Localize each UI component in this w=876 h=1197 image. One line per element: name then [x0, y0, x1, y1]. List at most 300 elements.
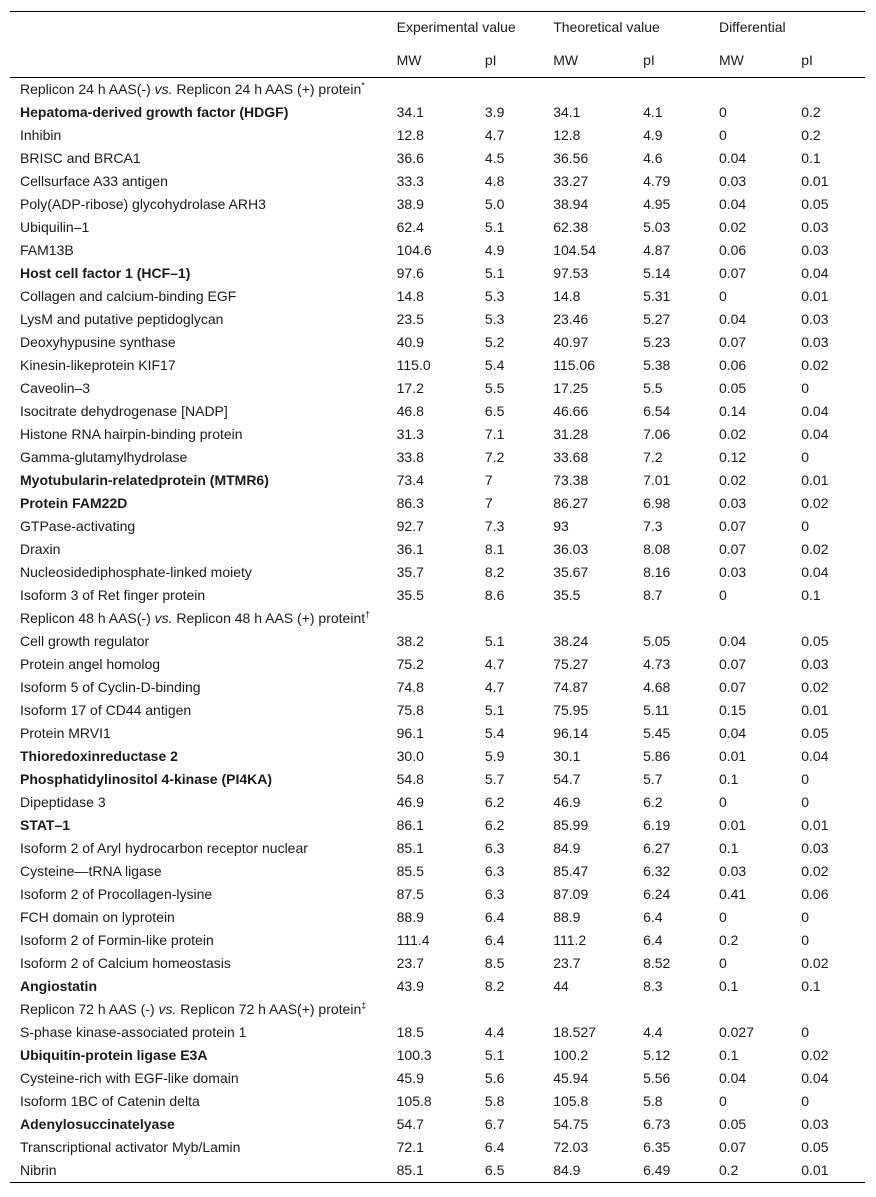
section-header-row	[10, 607, 865, 630]
cell-theo-mw: 84.9	[553, 1159, 643, 1183]
table-row	[10, 929, 865, 952]
table-row	[10, 561, 865, 584]
table-row	[10, 837, 865, 860]
cell-theo-pi: 4.95	[643, 196, 671, 212]
protein-name: Isoform 3 of Ret finger protein	[20, 587, 206, 603]
table-row	[10, 446, 865, 469]
cell-diff-pi: 0	[801, 1093, 810, 1109]
cell-theo-mw: 36.56	[553, 150, 589, 166]
cell-diff-mw: 0.027	[718, 1024, 754, 1040]
table-row	[10, 101, 865, 124]
section-footnote-mark: *	[361, 80, 365, 91]
cell-theo-pi: 4.68	[643, 679, 671, 695]
table-row	[10, 170, 865, 193]
cell-exp-mw: 36.6	[396, 150, 424, 166]
cell-exp-mw: 85.5	[396, 863, 424, 879]
cell-diff-pi: 0.2	[801, 127, 821, 143]
cell-exp-mw: 100.3	[396, 1047, 432, 1063]
cell-exp-pi: 8.2	[484, 564, 505, 580]
cell-theo-pi: 5.86	[643, 748, 671, 764]
cell-diff-pi: 0.01	[801, 472, 829, 488]
cell-theo-pi: 7.01	[643, 472, 671, 488]
cell-diff-pi: 0	[801, 794, 810, 810]
cell-diff-mw: 0.1	[718, 840, 739, 856]
cell-diff-pi: 0.04	[801, 748, 829, 764]
header-empty-cell	[10, 43, 397, 78]
cell-exp-mw: 12.8	[396, 127, 424, 143]
cell-exp-mw: 72.1	[396, 1139, 424, 1155]
cell-theo-mw: 38.94	[553, 196, 589, 212]
cell-theo-mw: 105.8	[553, 1093, 589, 1109]
cell-theo-mw: 35.5	[553, 587, 581, 603]
table-row	[10, 1159, 865, 1183]
cell-exp-pi: 8.6	[484, 587, 505, 603]
cell-diff-pi: 0.03	[801, 334, 829, 350]
cell-theo-pi: 6.24	[643, 886, 671, 902]
cell-exp-pi: 4.7	[484, 679, 505, 695]
table-row	[10, 745, 865, 768]
cell-theo-mw: 33.68	[553, 449, 589, 465]
cell-diff-pi: 0.02	[801, 955, 829, 971]
cell-diff-pi: 0.02	[801, 1047, 829, 1063]
cell-exp-pi: 8.5	[484, 955, 505, 971]
table-row	[10, 1090, 865, 1113]
cell-diff-mw: 0.04	[718, 196, 747, 212]
table-row	[10, 1021, 865, 1044]
cell-exp-mw: 105.8	[396, 1093, 432, 1109]
cell-diff-mw: 0.04	[718, 1070, 747, 1086]
cell-theo-mw: 17.25	[553, 380, 589, 396]
protein-name: Cell growth regulator	[20, 633, 150, 649]
section-title-pre: Replicon 72 h AAS (-)	[20, 1001, 159, 1017]
cell-diff-pi: 0.01	[801, 173, 829, 189]
cell-exp-pi: 3.9	[484, 104, 505, 120]
table-row	[10, 469, 865, 492]
cell-theo-mw: 35.67	[553, 564, 589, 580]
table-row	[10, 1044, 865, 1067]
cell-diff-mw: 0.14	[718, 403, 747, 419]
cell-diff-pi: 0.01	[801, 288, 829, 304]
cell-theo-mw: 97.53	[553, 265, 589, 281]
cell-exp-pi: 5.0	[484, 196, 505, 212]
cell-exp-mw: 86.3	[396, 495, 424, 511]
cell-diff-mw: 0.2	[718, 932, 739, 948]
cell-exp-mw: 92.7	[396, 518, 424, 534]
protein-name: Phosphatidylinositol 4-kinase (PI4KA)	[20, 771, 273, 787]
cell-theo-pi: 6.54	[643, 403, 671, 419]
cell-theo-mw: 46.66	[553, 403, 589, 419]
cell-diff-mw: 0.07	[718, 1139, 747, 1155]
cell-diff-pi: 0.02	[801, 495, 829, 511]
table-row	[10, 124, 865, 147]
header-exp-pi: pI	[485, 43, 553, 78]
cell-theo-mw: 33.27	[553, 173, 589, 189]
cell-exp-pi: 6.3	[484, 840, 505, 856]
cell-exp-mw: 38.9	[396, 196, 424, 212]
section-title	[10, 998, 865, 1021]
cell-exp-pi: 5.1	[484, 265, 505, 281]
protein-name: Kinesin-likeprotein KIF17	[20, 357, 176, 373]
cell-diff-mw: 0	[718, 1093, 727, 1109]
cell-diff-mw: 0	[718, 104, 727, 120]
cell-theo-mw: 85.99	[553, 817, 589, 833]
table-row	[10, 193, 865, 216]
cell-theo-pi: 8.16	[643, 564, 671, 580]
cell-theo-mw: 115.06	[553, 357, 595, 373]
cell-exp-pi: 7.3	[484, 518, 505, 534]
cell-theo-mw: 23.7	[553, 955, 581, 971]
cell-diff-pi: 0.01	[801, 702, 829, 718]
table-row	[10, 1136, 865, 1159]
cell-exp-mw: 74.8	[396, 679, 424, 695]
cell-theo-mw: 40.97	[553, 334, 589, 350]
cell-exp-mw: 87.5	[396, 886, 424, 902]
cell-exp-pi: 5.8	[484, 1093, 505, 1109]
cell-exp-pi: 5.4	[484, 357, 505, 373]
cell-exp-mw: 104.6	[396, 242, 432, 258]
cell-diff-pi: 0	[801, 1024, 810, 1040]
header-diff-mw: MW	[719, 43, 801, 78]
cell-diff-mw: 0.01	[718, 817, 747, 833]
section-title-pre: Replicon 48 h AAS(-)	[20, 610, 155, 626]
cell-theo-pi: 7.3	[643, 518, 663, 534]
table-body	[10, 12, 865, 1183]
table-row	[10, 1067, 865, 1090]
cell-exp-mw: 36.1	[396, 541, 424, 557]
header-theo-pi: pI	[643, 43, 719, 78]
cell-theo-mw: 88.9	[553, 909, 581, 925]
protein-name: Isoform 2 of Calcium homeostasis	[20, 955, 231, 971]
table-row	[10, 400, 865, 423]
cell-diff-mw: 0	[718, 288, 727, 304]
protein-name: Isoform 2 of Formin-like protein	[20, 932, 214, 948]
cell-diff-mw: 0.07	[718, 656, 747, 672]
cell-theo-mw: 31.28	[553, 426, 589, 442]
cell-exp-mw: 33.3	[396, 173, 424, 189]
section-title-vs: vs.	[154, 610, 173, 626]
cell-theo-pi: 5.8	[643, 1093, 663, 1109]
header-empty-cell	[10, 12, 397, 44]
protein-name: STAT–1	[20, 817, 71, 833]
cell-exp-pi: 5.5	[484, 380, 505, 396]
cell-exp-mw: 46.8	[396, 403, 424, 419]
cell-exp-pi: 6.5	[485, 1159, 553, 1183]
protein-name: S-phase kinase-associated protein 1	[20, 1024, 247, 1040]
protein-name: GTPase-activating	[20, 518, 136, 534]
cell-theo-pi: 8.08	[643, 541, 671, 557]
protein-name: Isoform 2 of Aryl hydrocarbon receptor nuclear	[20, 840, 308, 856]
cell-diff-mw: 0	[718, 794, 727, 810]
protein-name: Dipeptidase 3	[20, 794, 106, 810]
protein-name: Gamma-glutamylhydrolase	[20, 449, 188, 465]
cell-diff-pi: 0.04	[801, 1070, 829, 1086]
cell-theo-pi: 5.12	[643, 1047, 671, 1063]
cell-exp-pi: 6.2	[484, 817, 505, 833]
cell-theo-mw: 75.27	[553, 656, 589, 672]
cell-exp-mw: 115.0	[396, 357, 431, 373]
protein-name: Nucleosidediphosphate-linked moiety	[20, 564, 252, 580]
cell-theo-mw: 73.38	[553, 472, 589, 488]
table-row	[10, 584, 865, 607]
cell-diff-pi: 0.03	[801, 1116, 829, 1132]
header-experimental-value: Experimental value	[397, 12, 554, 44]
cell-exp-pi: 6.3	[484, 886, 505, 902]
cell-theo-pi: 6.4	[643, 909, 663, 925]
cell-theo-mw: 54.7	[553, 771, 581, 787]
cell-exp-mw: 86.1	[396, 817, 424, 833]
cell-theo-pi: 4.6	[643, 150, 663, 166]
header-diff-pi: pI	[801, 43, 865, 78]
header-theo-mw: MW	[553, 43, 643, 78]
cell-diff-pi: 0	[801, 771, 810, 787]
protein-name: Draxin	[20, 541, 61, 557]
cell-theo-mw: 74.87	[553, 679, 589, 695]
protein-name: Isoform 2 of Procollagen-lysine	[20, 886, 213, 902]
cell-theo-pi: 5.7	[643, 771, 663, 787]
table-row	[10, 768, 865, 791]
cell-diff-pi: 0	[801, 909, 810, 925]
cell-exp-mw: 45.9	[396, 1070, 424, 1086]
cell-exp-pi: 6.4	[484, 909, 505, 925]
table-row	[10, 331, 865, 354]
cell-exp-pi: 7.2	[484, 449, 505, 465]
header-exp-mw: MW	[397, 43, 485, 78]
cell-diff-pi: 0.03	[801, 840, 829, 856]
cell-exp-mw: 35.7	[396, 564, 424, 580]
cell-diff-mw: 0.02	[718, 426, 747, 442]
header-row-units	[10, 43, 865, 78]
cell-diff-pi: 0.05	[801, 725, 829, 741]
cell-theo-mw: 75.95	[553, 702, 589, 718]
table-row	[10, 492, 865, 515]
cell-exp-mw: 85.1	[397, 1159, 485, 1183]
protein-name: LysM and putative peptidoglycan	[20, 311, 224, 327]
cell-diff-mw: 0.06	[718, 242, 747, 258]
protein-name: Caveolin–3	[20, 380, 91, 396]
cell-exp-pi: 4.7	[484, 127, 505, 143]
protein-name: Inhibin	[20, 127, 62, 143]
cell-diff-mw: 0.07	[718, 334, 747, 350]
cell-exp-pi: 4.7	[484, 656, 505, 672]
cell-theo-pi: 6.49	[643, 1159, 719, 1183]
table-row	[10, 860, 865, 883]
table-row	[10, 239, 865, 262]
cell-exp-mw: 43.9	[396, 978, 424, 994]
cell-exp-pi: 4.4	[484, 1024, 505, 1040]
cell-diff-mw: 0.07	[718, 518, 747, 534]
cell-theo-mw: 46.9	[553, 794, 581, 810]
cell-exp-mw: 62.4	[396, 219, 424, 235]
cell-exp-pi: 5.4	[484, 725, 505, 741]
section-title-post: Replicon 24 h AAS (+) protein	[172, 81, 362, 97]
section-title-pre: Replicon 24 h AAS(-)	[20, 81, 155, 97]
cell-diff-mw: 0.1	[718, 771, 739, 787]
cell-diff-mw: 0	[718, 587, 727, 603]
cell-theo-pi: 5.14	[643, 265, 671, 281]
cell-theo-mw: 100.2	[553, 1047, 589, 1063]
protein-name: Angiostatin	[20, 978, 97, 994]
cell-exp-mw: 85.1	[396, 840, 424, 856]
protein-name: Cellsurface A33 antigen	[20, 173, 168, 189]
section-title-vs: vs.	[154, 81, 173, 97]
cell-theo-pi: 5.27	[643, 311, 671, 327]
section-footnote-mark: †	[365, 609, 371, 620]
header-row-groups	[10, 12, 865, 44]
cell-theo-mw: 62.38	[553, 219, 589, 235]
table-row	[10, 722, 865, 745]
cell-exp-mw: 30.0	[396, 748, 424, 764]
protein-name: Cysteine-rich with EGF-like domain	[20, 1070, 239, 1086]
cell-diff-mw: 0.05	[718, 380, 747, 396]
protein-name: Collagen and calcium-binding EGF	[20, 288, 237, 304]
protein-name: Adenylosuccinatelyase	[20, 1116, 175, 1132]
cell-theo-mw: 111.2	[553, 932, 587, 948]
cell-diff-pi: 0.03	[801, 311, 829, 327]
cell-theo-pi: 6.19	[643, 817, 671, 833]
table-row	[10, 952, 865, 975]
cell-exp-pi: 5.9	[484, 748, 505, 764]
cell-diff-mw: 0.02	[718, 472, 747, 488]
cell-exp-pi: 5.1	[484, 1047, 505, 1063]
cell-exp-pi: 6.5	[484, 403, 505, 419]
cell-exp-mw: 33.8	[396, 449, 424, 465]
cell-diff-mw: 0.07	[718, 679, 747, 695]
protein-name: Histone RNA hairpin-binding protein	[20, 426, 243, 442]
cell-exp-mw: 54.7	[396, 1116, 424, 1132]
cell-diff-mw: 0.1	[718, 978, 739, 994]
cell-diff-mw: 0.41	[718, 886, 747, 902]
protein-name: Deoxyhypusine synthase	[20, 334, 176, 350]
cell-exp-mw: 73.4	[396, 472, 424, 488]
cell-theo-pi: 6.32	[643, 863, 671, 879]
cell-theo-pi: 5.23	[643, 334, 671, 350]
cell-exp-mw: 46.9	[396, 794, 424, 810]
cell-diff-pi: 0.01	[801, 1159, 865, 1183]
cell-diff-pi: 0.03	[801, 219, 829, 235]
cell-diff-pi: 0	[801, 518, 810, 534]
cell-diff-pi: 0.02	[801, 541, 829, 557]
cell-exp-pi: 6.2	[484, 794, 505, 810]
cell-theo-pi: 5.56	[643, 1070, 671, 1086]
protein-table	[10, 11, 865, 1183]
cell-theo-mw: 34.1	[553, 104, 581, 120]
cell-theo-pi: 4.1	[643, 104, 663, 120]
cell-theo-pi: 5.38	[643, 357, 671, 373]
cell-theo-mw: 104.54	[553, 242, 597, 258]
cell-diff-mw: 0.04	[718, 725, 747, 741]
protein-name: Isocitrate dehydrogenase [NADP]	[20, 403, 228, 419]
cell-diff-pi: 0.05	[801, 1139, 829, 1155]
cell-theo-pi: 4.79	[643, 173, 671, 189]
cell-theo-mw: 72.03	[553, 1139, 589, 1155]
cell-diff-mw: 0.2	[719, 1159, 801, 1183]
cell-diff-mw: 0	[718, 127, 727, 143]
cell-theo-pi: 6.35	[643, 1139, 671, 1155]
cell-diff-mw: 0	[718, 909, 727, 925]
table-row	[10, 262, 865, 285]
cell-exp-pi: 5.6	[484, 1070, 505, 1086]
cell-exp-mw: 34.1	[396, 104, 424, 120]
protein-name: BRISC and BRCA1	[20, 150, 141, 166]
cell-theo-pi: 5.05	[643, 633, 671, 649]
cell-theo-mw: 38.24	[553, 633, 589, 649]
cell-theo-mw: 12.8	[553, 127, 581, 143]
cell-diff-pi: 0.04	[801, 564, 829, 580]
cell-theo-mw: 30.1	[553, 748, 581, 764]
table-row	[10, 883, 865, 906]
cell-theo-pi: 5.31	[643, 288, 671, 304]
cell-exp-pi: 8.2	[484, 978, 505, 994]
cell-diff-pi: 0.04	[801, 426, 829, 442]
cell-diff-mw: 0.03	[718, 564, 747, 580]
cell-exp-mw: 35.5	[396, 587, 424, 603]
table-row	[10, 354, 865, 377]
cell-diff-pi: 0.05	[801, 196, 829, 212]
cell-theo-pi: 6.73	[643, 1116, 671, 1132]
cell-diff-pi: 0	[801, 932, 810, 948]
cell-exp-pi: 5.1	[484, 702, 505, 718]
cell-diff-mw: 0.12	[718, 449, 747, 465]
table-row	[10, 814, 865, 837]
cell-diff-mw: 0.03	[718, 173, 747, 189]
cell-theo-mw: 87.09	[553, 886, 589, 902]
cell-diff-mw: 0.15	[718, 702, 747, 718]
protein-name: Transcriptional activator Myb/Lamin	[20, 1139, 241, 1155]
cell-diff-mw: 0.03	[718, 863, 747, 879]
protein-name: Thioredoxinreductase 2	[20, 748, 178, 764]
cell-exp-mw: 40.9	[396, 334, 424, 350]
cell-diff-pi: 0.04	[801, 403, 829, 419]
cell-diff-pi: 0.2	[801, 104, 821, 120]
table-row	[10, 423, 865, 446]
protein-name: Poly(ADP-ribose) glycohydrolase ARH3	[20, 196, 266, 212]
cell-exp-mw: 31.3	[396, 426, 424, 442]
protein-name: Protein angel homolog	[20, 656, 161, 672]
cell-exp-pi: 7	[484, 495, 493, 511]
cell-diff-pi: 0	[801, 449, 810, 465]
table-row	[10, 285, 865, 308]
table-row	[10, 308, 865, 331]
cell-diff-pi: 0.03	[801, 656, 829, 672]
section-title-vs: vs.	[158, 1001, 177, 1017]
cell-exp-pi: 4.5	[484, 150, 505, 166]
protein-name: Protein MRVI1	[20, 725, 111, 741]
header-theoretical-value: Theoretical value	[553, 12, 719, 44]
table-row	[10, 653, 865, 676]
protein-name: Host cell factor 1 (HCF–1)	[20, 265, 191, 281]
cell-exp-mw: 23.5	[396, 311, 424, 327]
section-footnote-mark: ‡	[361, 1000, 367, 1011]
cell-theo-pi: 7.06	[643, 426, 671, 442]
cell-theo-pi: 5.45	[643, 725, 671, 741]
protein-name: Nibrin	[10, 1159, 397, 1183]
cell-diff-mw: 0.02	[718, 219, 747, 235]
cell-theo-pi: 4.87	[643, 242, 671, 258]
protein-name: Cysteine—tRNA ligase	[20, 863, 162, 879]
cell-theo-mw: 84.9	[553, 840, 581, 856]
cell-diff-pi: 0.01	[801, 817, 829, 833]
cell-diff-pi: 0.1	[801, 150, 821, 166]
protein-name: Hepatoma-derived growth factor (HDGF)	[20, 104, 289, 120]
section-header-row	[10, 998, 865, 1021]
cell-diff-mw: 0.06	[718, 357, 747, 373]
table-row	[10, 791, 865, 814]
cell-diff-mw: 0.05	[718, 1116, 747, 1132]
cell-diff-pi: 0	[801, 380, 810, 396]
table-row	[10, 630, 865, 653]
cell-diff-pi: 0.04	[801, 265, 829, 281]
cell-exp-mw: 18.5	[396, 1024, 424, 1040]
